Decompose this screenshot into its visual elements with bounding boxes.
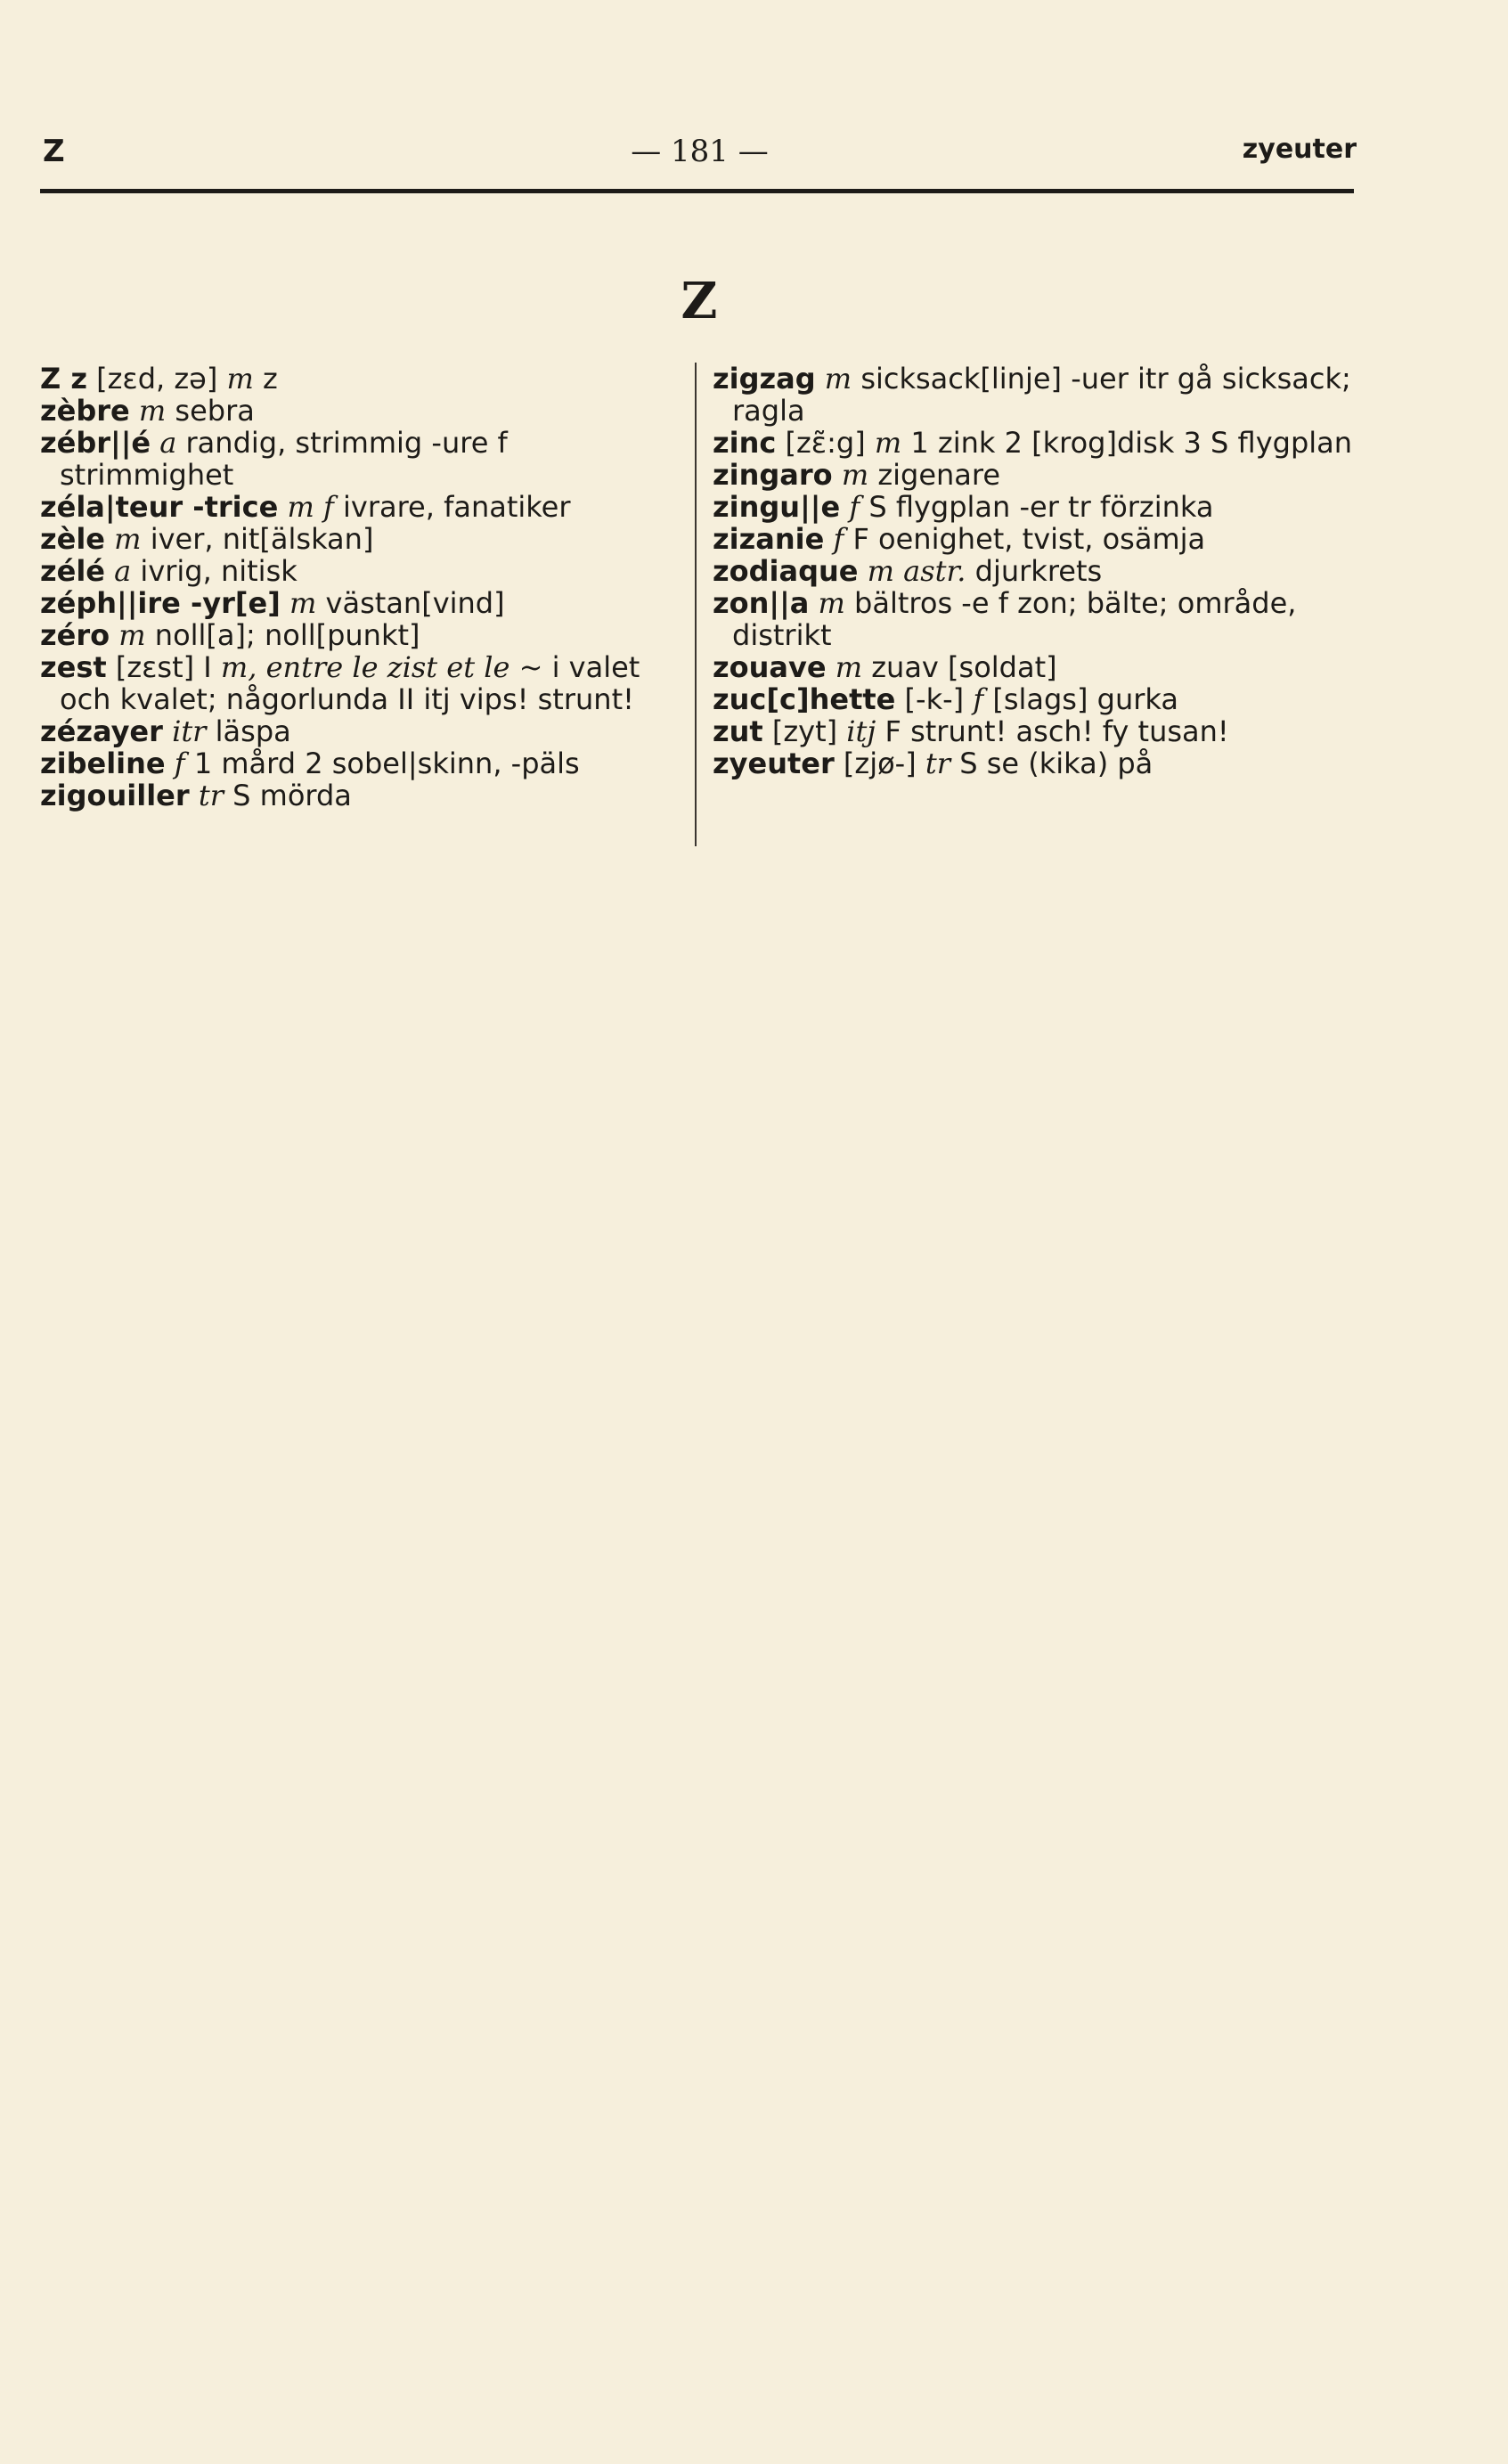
entry-headword: zyeuter <box>713 747 835 780</box>
entry-grammar-label: m <box>114 522 142 556</box>
entry-grammar-label: tr <box>925 747 951 780</box>
entry-headword: zézayer <box>40 714 163 748</box>
entry-pronunciation <box>151 426 159 460</box>
dictionary-entry <box>40 779 686 812</box>
entry-pronunciation <box>190 779 199 812</box>
entry-pronunciation <box>816 362 825 396</box>
entry-pronunciation <box>163 714 172 748</box>
dictionary-entry <box>40 555 686 587</box>
entry-pronunciation <box>840 490 849 524</box>
dictionary-entry <box>713 523 1372 555</box>
page-number: — 181 — <box>631 134 769 169</box>
dictionary-entry <box>40 587 686 619</box>
dictionary-entry <box>713 555 1372 587</box>
entry-grammar-label: a <box>114 554 132 588</box>
entry-definition: djurkrets <box>966 554 1103 588</box>
dictionary-entry <box>40 395 686 427</box>
entry-pronunciation <box>833 458 842 492</box>
entry-headword: zigouiller <box>40 779 190 812</box>
entry-definition: 1 mård 2 sobel|skinn, -päls <box>184 747 580 780</box>
entry-pronunciation <box>166 747 175 780</box>
entry-grammar-label: m <box>818 586 845 620</box>
dictionary-entry <box>40 747 686 779</box>
entry-grammar-label: m <box>226 362 254 396</box>
page-header <box>43 134 1357 187</box>
dictionary-entry <box>713 747 1372 779</box>
entry-pronunciation <box>858 554 867 588</box>
entry-grammar-label: f <box>849 490 860 524</box>
entry-headword: Z z <box>40 362 87 396</box>
entry-headword: zéro <box>40 618 110 652</box>
entry-pronunciation: [zɛst] I <box>106 650 221 684</box>
entry-headword: zinc <box>713 426 777 460</box>
left-column <box>40 363 686 812</box>
dictionary-entry <box>40 491 686 523</box>
column-divider <box>695 363 697 846</box>
dictionary-entry <box>40 363 686 395</box>
guide-word: zyeuter <box>1242 134 1357 165</box>
entry-pronunciation <box>110 618 118 652</box>
entry-pronunciation: [-k-] <box>895 682 974 716</box>
dictionary-entry <box>40 523 686 555</box>
entry-grammar-label: m <box>289 586 317 620</box>
entry-headword: zodiaque <box>713 554 859 588</box>
entry-pronunciation <box>278 490 287 524</box>
entry-grammar-label: a <box>159 426 177 460</box>
dictionary-entry <box>40 715 686 747</box>
entry-grammar-label: m <box>835 650 863 684</box>
entry-pronunciation <box>105 522 114 556</box>
entry-headword: zéph||ire -yr[e] <box>40 586 281 620</box>
right-column <box>713 363 1372 779</box>
entry-definition: västan[vind] <box>316 586 505 620</box>
dictionary-entry <box>713 715 1372 747</box>
entry-pronunciation: [zɛd, zə] <box>86 362 227 396</box>
entry-pronunciation: [zyt] <box>762 714 847 748</box>
entry-definition: läspa <box>206 714 291 748</box>
entry-definition: ivrig, nitisk <box>131 554 298 588</box>
entry-definition: randig, strimmig -ure f strimmighet <box>60 426 508 492</box>
entry-headword: zut <box>713 714 763 748</box>
entry-headword: zéla|teur -trice <box>40 490 279 524</box>
entry-definition: ivrare, fanatiker <box>333 490 571 524</box>
entry-headword: zouave <box>713 650 827 684</box>
dictionary-entry <box>713 459 1372 491</box>
entry-grammar-label: m <box>824 362 852 396</box>
entry-definition: F oenighet, tvist, osämja <box>844 522 1206 556</box>
entry-headword: zingu||e <box>713 490 841 524</box>
entry-grammar-label: f <box>973 682 984 716</box>
entry-definition: z <box>253 362 278 396</box>
entry-pronunciation <box>824 522 833 556</box>
section-letter: Z <box>681 272 718 330</box>
entry-headword: zèbre <box>40 394 130 428</box>
entry-headword: zélé <box>40 554 105 588</box>
entry-definition: S flygplan -er tr förzinka <box>860 490 1214 524</box>
entry-pronunciation: [zjø-] <box>834 747 925 780</box>
entry-grammar-label: m, entre le zist et le ~ <box>220 650 543 684</box>
entry-grammar-label: f <box>833 522 844 556</box>
header-letter: Z <box>43 134 65 169</box>
entry-headword: zest <box>40 650 107 684</box>
entry-definition: F strunt! asch! fy tusan! <box>876 714 1229 748</box>
entry-definition: 1 zink 2 [krog]disk 3 S flygplan <box>901 426 1353 460</box>
entry-headword: zébr||é <box>40 426 151 460</box>
entry-definition: zuav [soldat] <box>862 650 1057 684</box>
entry-pronunciation <box>281 586 289 620</box>
dictionary-entry <box>713 683 1372 715</box>
entry-grammar-label: itj <box>846 714 876 748</box>
entry-grammar-label: m <box>138 394 167 428</box>
entry-grammar-label: m <box>874 426 902 460</box>
entry-headword: zigzag <box>713 362 816 396</box>
entry-definition: [slags] gurka <box>983 682 1178 716</box>
entry-pronunciation <box>105 554 114 588</box>
dictionary-entry <box>713 651 1372 683</box>
entry-headword: zizanie <box>713 522 825 556</box>
entry-pronunciation <box>827 650 836 684</box>
dictionary-entry <box>713 587 1372 651</box>
dictionary-entry <box>40 651 686 715</box>
entry-grammar-label: m f <box>287 490 334 524</box>
entry-grammar-label: m <box>841 458 869 492</box>
header-rule <box>40 189 1354 193</box>
entry-definition: S se (kika) på <box>950 747 1153 780</box>
entry-definition: i valet och kvalet; någorlunda II itj vips! strunt! <box>60 650 640 716</box>
dictionary-entry <box>713 491 1372 523</box>
entry-definition: noll[a]; noll[punkt] <box>145 618 420 652</box>
entry-definition: iver, nit[älskan] <box>141 522 374 556</box>
entry-pronunciation <box>130 394 139 428</box>
entry-headword: zon||a <box>713 586 810 620</box>
entry-grammar-label: tr <box>198 779 224 812</box>
entry-definition: S mörda <box>223 779 352 812</box>
entry-pronunciation: [zɛ̃:g] <box>776 426 875 460</box>
entry-grammar-label: m <box>118 618 146 652</box>
entry-definition: sicksack[linje] -uer itr gå sicksack; ragla <box>732 362 1351 428</box>
dictionary-entry <box>713 363 1372 427</box>
dictionary-entry <box>40 427 686 491</box>
entry-headword: zingaro <box>713 458 833 492</box>
dictionary-entry <box>40 619 686 651</box>
entry-definition: sebra <box>166 394 255 428</box>
entry-pronunciation <box>809 586 818 620</box>
dictionary-entry <box>713 427 1372 459</box>
entry-headword: zèle <box>40 522 105 556</box>
entry-grammar-label: m astr. <box>867 554 966 588</box>
entry-headword: zibeline <box>40 747 166 780</box>
entry-grammar-label: f <box>174 747 185 780</box>
entry-definition: bältros -e f zon; bälte; område, distrikt <box>732 586 1297 652</box>
entry-grammar-label: itr <box>172 714 207 748</box>
entry-headword: zuc[c]hette <box>713 682 896 716</box>
entry-definition: zigenare <box>868 458 1001 492</box>
